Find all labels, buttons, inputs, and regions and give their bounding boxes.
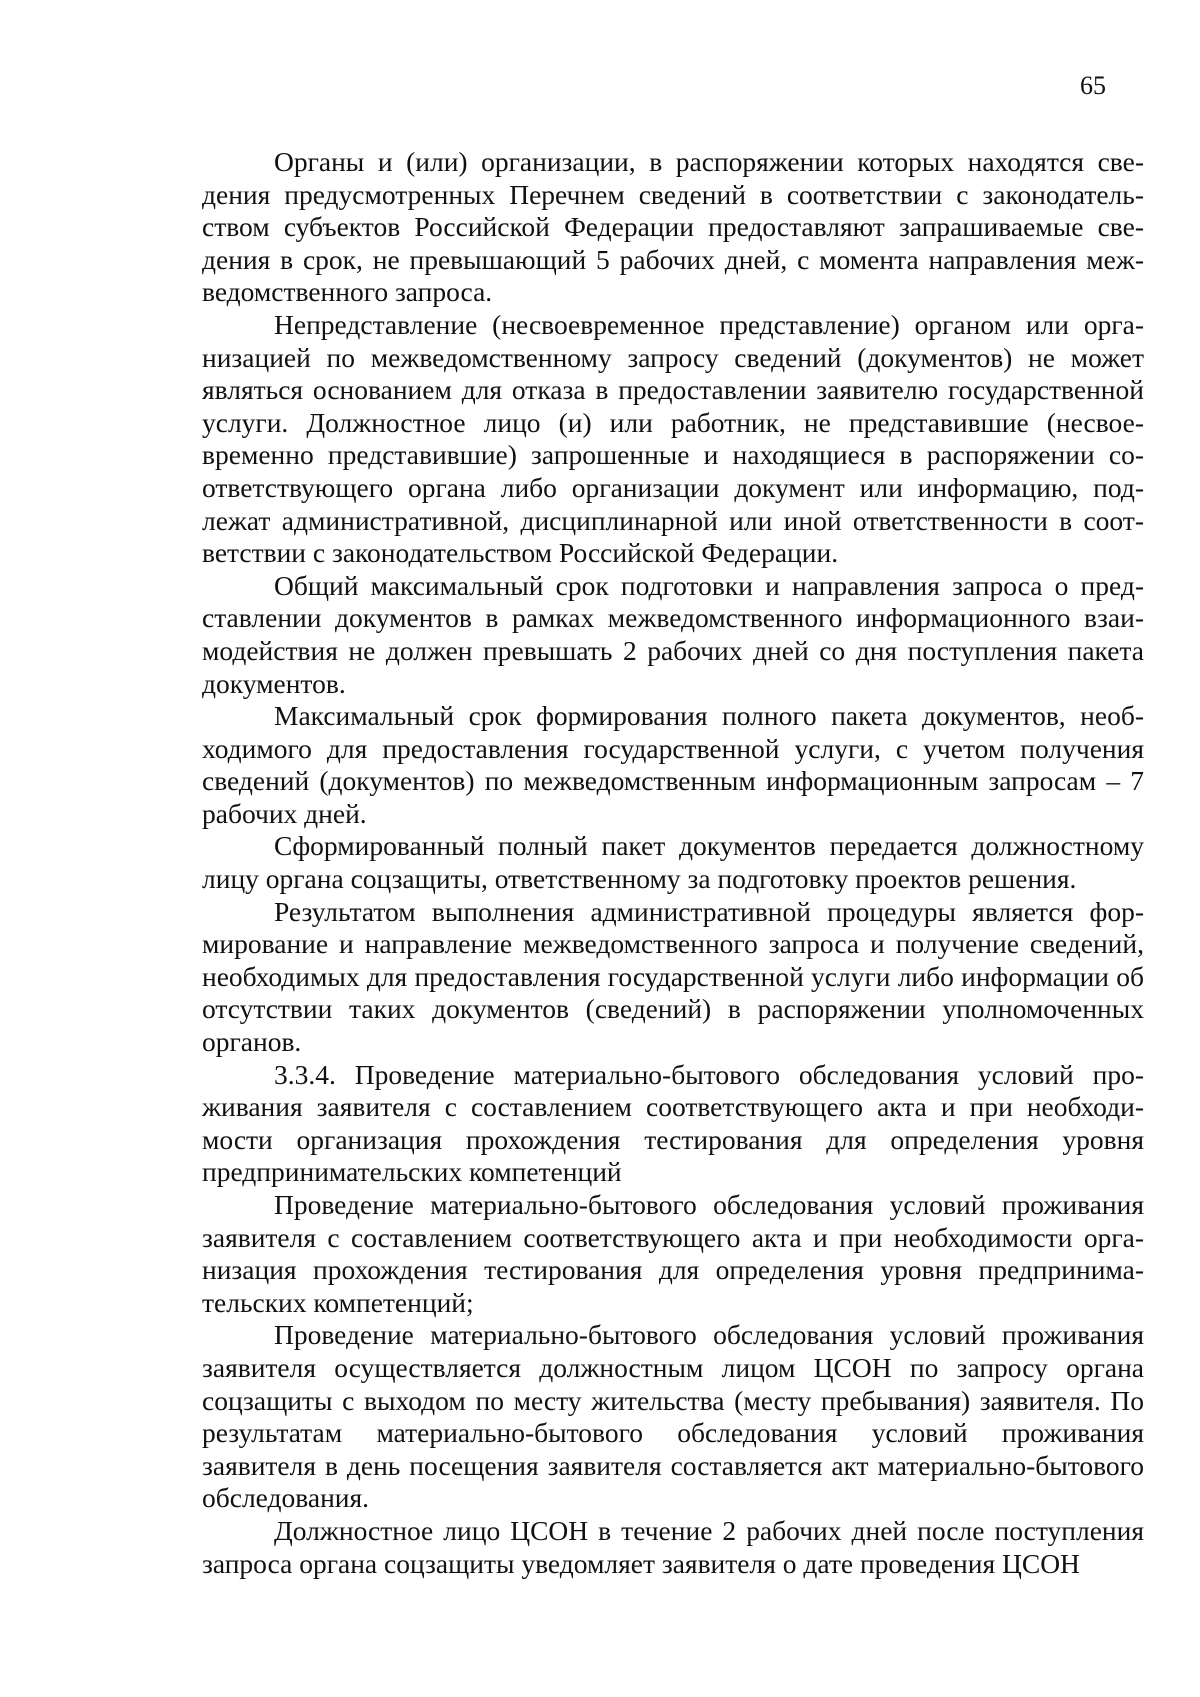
paragraph-5: Сформированный полный пакет документов передается должностному лицу органа соцзащиты, ответственному за подготовку проектов решения. <box>202 830 1144 895</box>
paragraph-8: Проведение материально-бытового обследования условий проживания заявителя с составлением соответствующего акта и при необходимости организация прохождения тестирования для определения уровня предпринимательских компетенций; <box>202 1189 1144 1318</box>
paragraph-9: Проведение материально-бытового обследования условий проживания заявителя осуществляется должностным лицом ЦСОН по запросу органа соцзащиты с выходом по месту жительства (месту пребывания) заявителя. По результатам материально-бытового обследования условий проживания заявителя в день посещения заявителя составляется акт материально-бытового обследования. <box>202 1319 1144 1514</box>
document-body <box>202 146 1144 1580</box>
paragraph-6: Результатом выполнения административной процедуры является формирование и направление межведомственного запроса и получение сведений, необходимых для предоставления государственной услуги либо информации об отсутствии таких документов (сведений) в распоряжении уполномоченных органов. <box>202 895 1144 1058</box>
paragraph-3: Общий максимальный срок подготовки и направления запроса о представлении документов в рамках межведомственного информационного взаимодействия не должен превышать 2 рабочих дней со дня поступления пакета документов. <box>202 569 1144 699</box>
paragraph-1: Органы и (или) организации, в распоряжении которых находятся сведения предусмотренных Перечнем сведений в соответствии с законодательством субъектов Российской Федерации предоставляют запрашиваемые сведения в срок, не превышающий 5 рабочих дней, с момента направления межведомственного запроса. <box>202 146 1144 308</box>
page-number: 65 <box>1080 71 1106 100</box>
paragraph-2: Непредставление (несвоевременное представление) органом или организацией по межведомственному запросу сведений (документов) не может являться основанием для отказа в предоставлении заявителю государственной услуги. Должностное лицо (и) или работник, не представившие (несвоевременно представившие) запрошенные и находящиеся в распоряжении соответствующего органа либо организации документ или информацию, подлежат административной, дисциплинарной или иной ответственности в соответствии с законодательством Российской Федерации. <box>202 308 1144 569</box>
section-heading-3-3-4: 3.3.4. Проведение материально-бытового обследования условий проживания заявителя с составлением соответствующего акта и при необходимости организация прохождения тестирования для определения уровня предпринимательских компетенций <box>202 1058 1144 1188</box>
paragraph-4: Максимальный срок формирования полного пакета документов, необходимого для предоставления государственной услуги, с учетом получения сведений (документов) по межведомственным информационным запросам – 7 рабочих дней. <box>202 700 1144 829</box>
paragraph-10: Должностное лицо ЦСОН в течение 2 рабочих дней после поступления запроса органа соцзащиты уведомляет заявителя о дате проведения ЦСОН <box>202 1514 1144 1579</box>
